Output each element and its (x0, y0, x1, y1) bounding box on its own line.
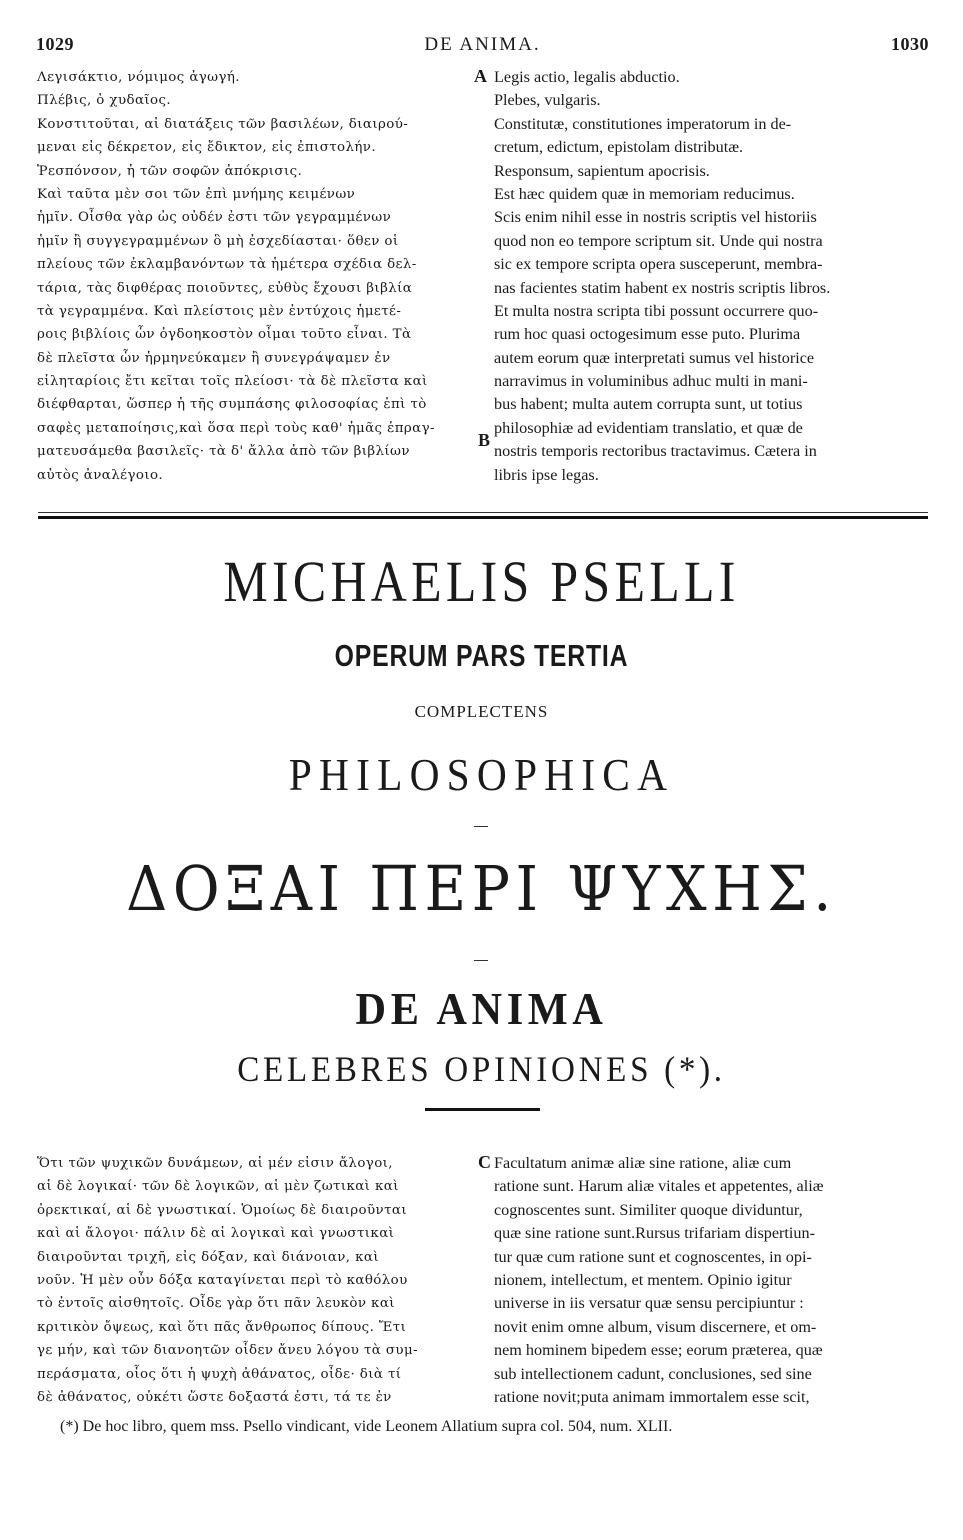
footnote: (*) De hoc libro, quem mss. Psello vindicant, vide Leonem Allatium supra col. 504, num. XLII. (60, 1418, 673, 1435)
latin-text-line: autem eorum quæ interpretati sumus vel historice (494, 348, 815, 367)
greek-text-line: γε μήν, καὶ τῶν διανοητῶν οἶδεν ἄνευ λόγου τὰ συμ- (37, 1343, 418, 1359)
greek-text-line: τάρια, τὰς διφθέρας ποιοῦντες, εὐθὺς ἔχουσι βιβλία (37, 280, 413, 296)
latin-text-line: nas facientes statim habent ex nostris scriptis libros. (494, 278, 831, 297)
greek-text-line: ροις βιβλίοις ὧν ὀγδοηκοστὸν οἶμαι τοῦτο εἶναι. Τὰ (37, 327, 412, 343)
latin-text-line: Constitutæ, constitutiones imperatorum in de- (494, 114, 792, 133)
part-title: OPERUM PARS TERTIA (334, 638, 629, 673)
greek-text-line: Ὅτι τῶν ψυχικῶν δυνάμεων, αἱ μέν εἰσιν ἄλογοι, (37, 1156, 393, 1171)
greek-text-line: διαιροῦνται τριχῆ, εἰς δόξαν, καὶ διάνοιαν, καὶ (37, 1249, 379, 1265)
title-underline (425, 1108, 540, 1111)
greek-text-line: Λεγισάκτιο, νόμιμος ἀγωγή. (37, 70, 240, 85)
greek-text-line: διέφθαρται, ὥσπερ ἡ τῆς συμπάσης φιλοσοφίας ἐπὶ τὸ (37, 397, 427, 413)
page-number-left: 1029 (36, 34, 74, 54)
greek-text-line: περάσματα, οἷος ὅτι ἡ ψυχὴ ἀθάνατος, οἶδε· διὰ τί (37, 1366, 402, 1382)
latin-text-line: philosophiæ ad evidentiam translatio, et quæ de (494, 418, 803, 437)
latin-text-line: Responsum, sapientum apocrisis. (494, 161, 710, 180)
greek-text-line: αὐτὸς ἀναλέγοιο. (37, 467, 164, 483)
page-number-right: 1030 (891, 34, 929, 54)
latin-text-line: cretum, edictum, epistolam distributæ. (494, 138, 744, 157)
latin-column-bottom (494, 1152, 928, 1409)
rule-thin (38, 512, 928, 513)
latin-text-line: ratione sunt. Harum aliæ vitales et appetentes, aliæ (494, 1177, 824, 1196)
greek-column-top (37, 66, 477, 487)
greek-text-line: ματευσάμεθα βασιλεῖς· τὰ δ' ἄλλα ἀπὸ τῶν βιβλίων (37, 444, 410, 460)
latin-text-line: universe in iis versatur quæ sensu percipiuntur : (494, 1294, 804, 1313)
greek-text-line: τὰ γεγραμμένα. Καὶ πλείστοις μὲν ἐντύχοις ἡμετέ- (37, 303, 402, 319)
greek-text-line: τὸ ἐντοῖς αἰσθητοῖς. Οἶδε γὰρ ὅτι πᾶν λευκὸν καὶ (37, 1296, 395, 1312)
latin-text-line: bus habent; multa autem corrupta sunt, ut totius (494, 395, 803, 414)
opiniones-title: CELEBRES OPINIONES (*). (237, 1049, 726, 1089)
greek-text-line: Ῥεσπόνσον, ἡ τῶν σοφῶν ἀπόκρισις. (37, 163, 303, 179)
latin-text-line: narravimus in voluminibus adhuc multi in mani- (494, 372, 808, 391)
greek-title: ΔΟΞΑΙ ΠΕΡΙ ΨΥΧΗΣ. (126, 852, 837, 925)
marker-a: A (474, 66, 487, 86)
author-title: MICHAELIS PSELLI (223, 549, 740, 614)
latin-text-line: Facultatum animæ aliæ sine ratione, aliæ cum (494, 1154, 792, 1172)
greek-text-line: Καὶ ταῦτα μὲν σοι τῶν ἐπὶ μνήμης κειμένων (37, 186, 356, 202)
running-title: DE ANIMA. (424, 34, 541, 55)
de-anima-title: DE ANIMA (355, 983, 608, 1034)
rule-thick (38, 516, 928, 519)
latin-text-line: sub intellectionem cadunt, conclusiones, sed sine (494, 1364, 812, 1383)
greek-text-line: δὲ ἀθάνατος, οὐκέτι ὥστε δοξαστά ἐστι, τά τε ἐν (37, 1389, 392, 1405)
greek-text-line: ὀρεκτικαί, αἱ δὲ γνωστικαί. Ὁμοίως δὲ διαιροῦνται (37, 1202, 407, 1218)
greek-text-line: πλείους τῶν ἐκλαμβανόντων τὰ ἡμέτερα σχέδια δελ- (37, 257, 417, 273)
latin-text-line: Plebes, vulgaris. (494, 91, 601, 110)
greek-text-line: νοῦν. Ἡ μὲν οὖν δόξα καταγίνεται περὶ τὸ καθόλου (37, 1272, 408, 1288)
greek-text-line: σαφὲς μεταποίησις,καὶ ὅσα περὶ τοὺς καθ' ἡμᾶς ἐπραγ- (37, 420, 435, 436)
marker-b: B (478, 430, 491, 450)
running-header (36, 34, 929, 58)
latin-text-line: novit enim omne album, visum discernere, et om- (494, 1317, 817, 1336)
philosophica-title: PHILOSOPHICA (288, 749, 675, 800)
greek-text-line: εἰληταρίοις ἔτι κεῖται τοῖς πλείοσι· τὰ δὲ πλεῖστα καὶ (37, 374, 428, 390)
greek-text-line: καὶ αἱ ἄλογοι· πάλιν δὲ αἱ λογικαὶ καὶ γνωστικαὶ (37, 1226, 395, 1242)
latin-text-line: nionem, intellectum, et mentem. Opinio igitur (494, 1270, 792, 1289)
greek-text-line: μεναι εἰς δέκρετον, εἰς ἔδικτον, εἰς ἐπιστολήν. (37, 140, 377, 156)
greek-text-line: κριτικὸν ὄψεως, καὶ ὅτι πᾶς ἄνθρωπος δίπους. Ἔτι (37, 1319, 407, 1335)
latin-text-line: quod non eo tempore scriptum sit. Unde qui nostra (494, 231, 823, 250)
latin-text-line: nostris temporis rectoribus tractavimus. Cætera in (494, 442, 817, 461)
latin-text-line: quæ sine ratione sunt.Rursus trifariam dispertiun- (494, 1224, 815, 1243)
latin-text-line: sic ex tempore scripta opera susceperunt, membra- (494, 255, 823, 274)
greek-column-bottom (37, 1152, 477, 1409)
latin-text-line: tur quæ cum ratione sunt et cognoscentes, in opi- (494, 1247, 812, 1266)
latin-text-line: libris ipse legas. (494, 465, 599, 484)
latin-text-line: nem hominem bipedem esse; eorum præterea, quæ (494, 1341, 823, 1360)
greek-text-line: Πλέβις, ὁ χυδαῖος. (37, 93, 172, 109)
greek-text-line: αἱ δὲ λογικαί· τῶν δὲ λογικῶν, αἱ μὲν ζωτικαὶ καὶ (37, 1179, 399, 1195)
latin-text-line: rum hoc quasi octogesimum esse puto. Plurima (494, 325, 801, 344)
greek-text-line: ἡμῖν. Οἶσθα γὰρ ὡς οὐδέν ἐστι τῶν γεγραμμένων (37, 210, 392, 226)
marker-c: C (478, 1152, 491, 1172)
latin-text-line: Legis actio, legalis abductio. (494, 68, 680, 86)
greek-text-line: ἡμῖν ἢ συγγεγραμμένων ὃ μὴ ἐσχεδίασται· ὅθεν οἱ (37, 233, 399, 249)
latin-text-line: Scis enim nihil esse in nostris scriptis vel historiis (494, 208, 817, 227)
latin-column-top (494, 66, 928, 487)
separator-dash-2 (474, 960, 488, 961)
latin-text-line: Est hæc quidem quæ in memoriam reducimus. (494, 184, 795, 203)
latin-text-line: cognoscentes sunt. Similiter quoque dividuntur, (494, 1200, 803, 1219)
greek-text-line: δὲ πλεῖστα ὧν ἡρμηνεύκαμεν ἢ συνεγράψαμεν ἐν (37, 350, 391, 366)
latin-text-line: Et multa nostra scripta tibi possunt occurrere quo- (494, 301, 819, 320)
separator-dash-1 (474, 826, 488, 827)
greek-text-line: Κονστιτοῦται, αἱ διατάξεις τῶν βασιλέων, διαιρού- (37, 116, 409, 132)
complectens-title: COMPLECTENS (414, 702, 549, 721)
latin-text-line: ratione novit;puta animam immortalem esse scit, (494, 1387, 810, 1406)
